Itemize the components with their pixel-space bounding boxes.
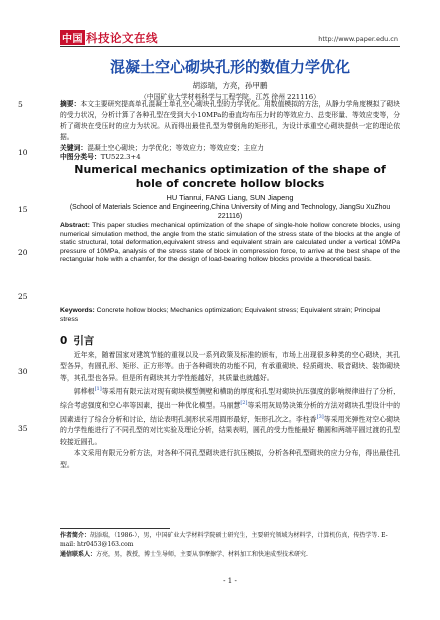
clc-number <box>60 152 400 163</box>
keywords-en <box>60 307 400 324</box>
abstract-en <box>60 222 400 265</box>
authors-cn: 胡添瑞，方亮，孙甲鹏 <box>192 81 268 90</box>
author-intro-text: 胡添瑞，（1986-），男，中国矿业大学材料学院硕士研究生，主要研究领域为材料学，计算机仿真，传热学等. E-mail: htr0453@163.com <box>60 532 388 549</box>
keywords-cn-text: 混凝土空心砌块；力学优化；等效应力；等效应变；主应力 <box>87 144 264 152</box>
intro-paragraph-1: 近年来，随着国家对建筑节能的重视以及一系列政策及标准的颁布，市场上出现很多种类的空心砌块，其孔型各异，有圆孔形、矩形、正方形等。由于各种砌块的功能不同，有承重砌块、轻质砌块、吸音砌块、装饰砌块等，其孔型也各异。但是所有砌块其力学性能越好，其质量也就越好。 <box>60 351 400 382</box>
intro-paragraph-3: 本文采用有限元分析方法，对各种不同孔型砌块进行抗压模拟，分析各种孔型砌块的应力分布，得出最佳孔型。 <box>60 449 400 469</box>
contact-label: 通信联系人： <box>60 550 97 558</box>
abstract-cn-label: 摘要： <box>60 100 81 108</box>
corresponding-author <box>60 550 400 559</box>
author-intro <box>60 531 400 550</box>
line-number: 15 <box>18 205 28 214</box>
keywords-en-text: Concrete hollow blocks; Mechanics optimization; Equivalent stress; Equivalent strain; Principal stress <box>60 307 381 323</box>
page-number: - 1 - <box>223 577 237 585</box>
site-logo[interactable] <box>60 30 158 46</box>
paper-title-cn: 混凝土空心砌块孔形的数值力学优化 <box>109 58 350 76</box>
line-number: 35 <box>18 424 28 433</box>
affiliation-cn: （中国矿业大学材料科学与工程学院，江苏 徐州 221116） <box>140 93 320 101</box>
section-heading <box>60 333 94 348</box>
footnote <box>60 531 400 559</box>
abstract-cn-text: 本文主要研究提高单孔混凝土单孔空心砌块孔型的力学优化。用数值模拟的方法，从静力学角度模拟了砌块的受力状况，分析计算了各种孔型在受到大小10MPa的垂直均布压力时的等效应力、总变形量、等效应变等，分析了砌块在受压时的应力为状况。从而得出最佳孔型为带倒角的矩形孔，为设计承重空心砌块提供一定的理论依据。 <box>60 100 401 141</box>
header-url[interactable]: http://www.paper.edu.cn <box>318 35 398 43</box>
abstract-en-text: This paper studies mechanical optimization of the shape of single-hole hollow concrete blocks, using numerical simulation method, the angle from the static simulation of the stress state of the blocks at the angle of static structural, total deformation,equivalent stress and equivalent strain are calculated under a vertical 10MPa pressure of 10MPa, analysis of the stress state of block in compression force, to arrive at the best shape of the rectangular hole with a chamfer, for the design of load-bearing hollow blocks provide a theoretical basis. <box>60 222 401 264</box>
abstract-en-label: Abstract: <box>60 222 90 229</box>
line-number: 20 <box>18 248 28 257</box>
intro-paragraph-2: 郭桦根[1]等采用有限元法对现有砌块模型侧壁和横助的厚度和孔型对砌块抗压强度的影响规律进行了分析，综合考虑强度和空心率等因素，提出一种优化模型。马丽慧[2]等采用灰局势决策分析的方法对砌块孔型设计中的因素进行了综合分析和讨论，结论表明孔洞形状采用圆形最好，矩形孔次之。李柱香[3]等采用光弹性对空心砌块的力学性能进行了不同孔型的对比实验及理论分析，结果表明，圆孔的受力性能最好 椭圆和两端平圆过渡的孔型较接近圆孔。 <box>60 386 401 446</box>
citation[interactable]: [2] <box>240 399 248 406</box>
section-title: 引言 <box>73 335 95 347</box>
line-number: 5 <box>18 100 23 109</box>
citation[interactable]: [3] <box>316 413 324 420</box>
clc-text: TU522.3+4 <box>100 153 141 161</box>
footnote-rule <box>60 528 170 529</box>
citation[interactable]: [1] <box>94 386 102 393</box>
keywords-en-label: Keywords: <box>60 307 95 314</box>
section-number: 0 <box>60 335 68 347</box>
intro-body <box>60 350 400 471</box>
clc-label: 中图分类号： <box>60 153 101 161</box>
logo-cn-badge: 中国 <box>60 30 85 45</box>
authors-en: HU Tianrui, FANG Liang, SUN Jiapeng <box>166 193 294 202</box>
paper-title-en: Numerical mechanics optimization of the shape of hole of concrete hollow blocks <box>74 163 386 190</box>
line-number: 10 <box>18 148 28 157</box>
affiliation-en: (School of Materials Science and Engineering,China University of Ming and Technology, JiangSu XuZhou 221116) <box>69 204 391 220</box>
line-number: 30 <box>18 367 28 376</box>
line-number: 25 <box>18 292 28 301</box>
header-rule <box>60 46 400 47</box>
abstract-cn <box>60 99 400 143</box>
contact-text: 方亮，男，教授，博士生导师，主要从事摩擦学、材料加工和快速成型技术研究. <box>96 550 308 558</box>
keywords-cn-label: 关键词： <box>60 144 88 152</box>
logo-text: 科技论文在线 <box>86 31 158 45</box>
author-intro-label: 作者简介： <box>60 532 91 539</box>
